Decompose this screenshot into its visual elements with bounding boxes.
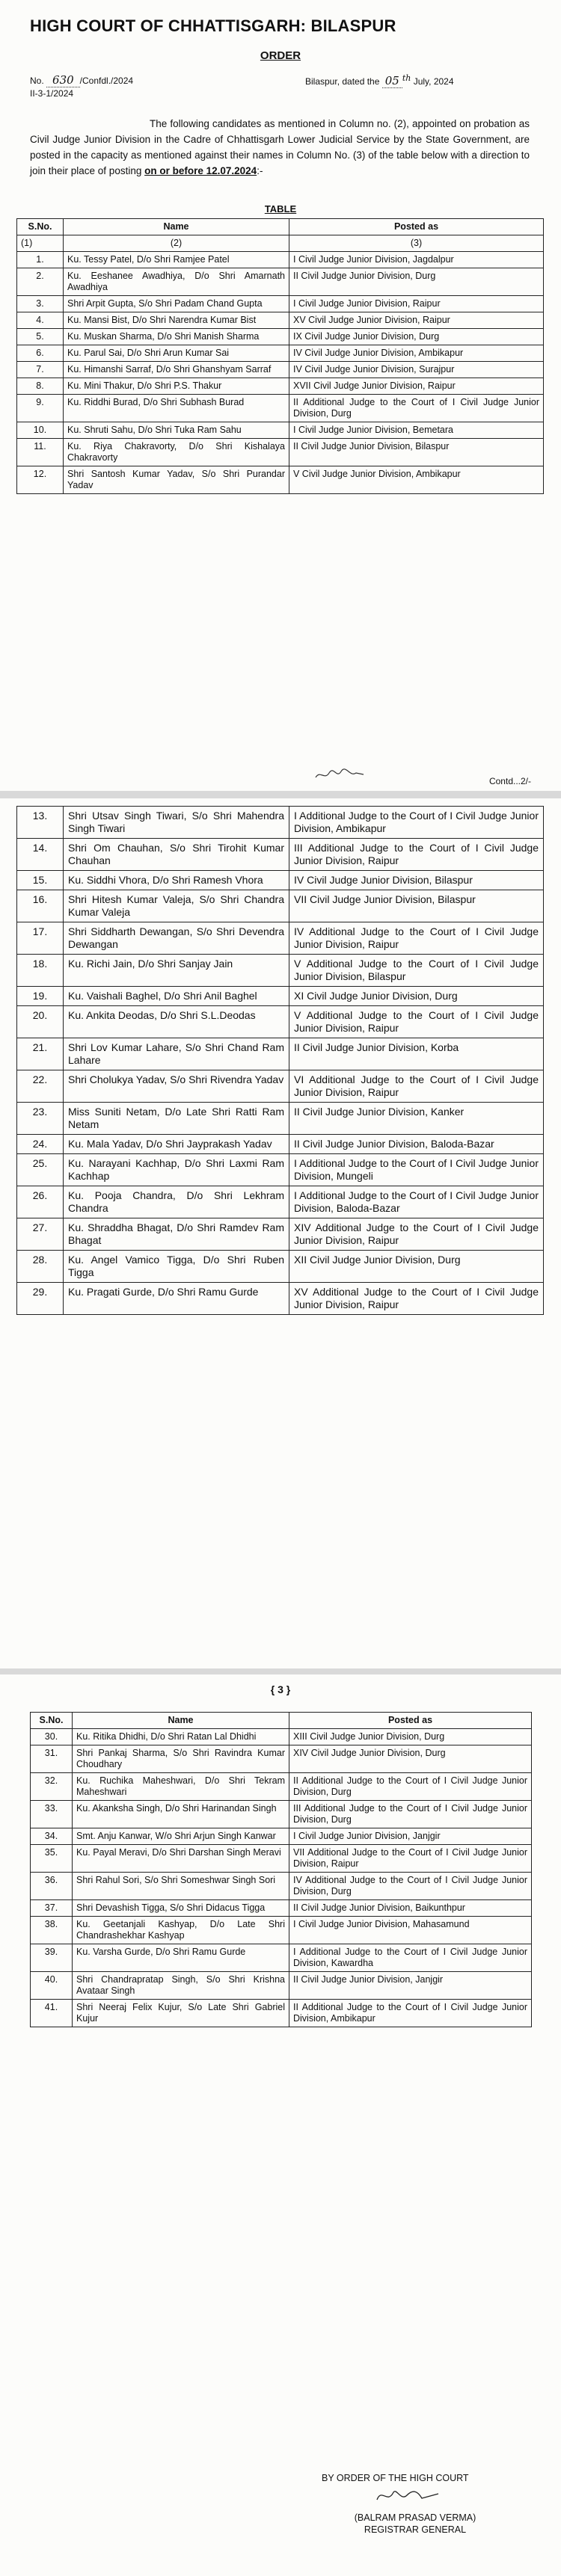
cell-name: Shri Devashish Tigga, S/o Shri Didacus Tigga	[73, 1900, 289, 1917]
cell-sno: 7.	[17, 362, 64, 378]
cell-name: Ku. Vaishali Baghel, D/o Shri Anil Baghel	[64, 987, 289, 1006]
cell-sno: 39.	[31, 1944, 73, 1972]
header-posted-as: Posted as	[289, 1713, 532, 1729]
cell-sno: 33.	[31, 1801, 73, 1828]
cell-name: Ku. Akanksha Singh, D/o Shri Harinandan Singh	[73, 1801, 289, 1828]
cell-sno: 40.	[31, 1972, 73, 2000]
cell-sno: 1.	[17, 252, 64, 268]
cell-name: Ku. Riya Chakravorty, D/o Shri Kishalaya Chakravorty	[64, 439, 289, 466]
header-sno: S.No.	[17, 219, 64, 235]
signatory-name: (BALRAM PRASAD VERMA)	[354, 2512, 476, 2523]
table-row	[17, 268, 544, 296]
order-number: 630	[46, 73, 80, 87]
table-row	[31, 2000, 532, 2027]
table-row	[31, 1845, 532, 1873]
table-row	[17, 922, 544, 955]
intro-text-end: :-	[257, 165, 263, 176]
cell-name: Miss Suniti Netam, D/o Late Shri Ratti Ram Netam	[64, 1103, 289, 1135]
cell-posted-as: I Additional Judge to the Court of I Civil Judge Junior Division, Ambikapur	[289, 807, 544, 839]
cell-name: Shri Utsav Singh Tiwari, S/o Shri Mahendra Singh Tiwari	[64, 807, 289, 839]
cell-sno: 10.	[17, 422, 64, 439]
cell-sno: 26.	[17, 1186, 64, 1218]
header-sno: S.No.	[31, 1713, 73, 1729]
cell-sno: 35.	[31, 1845, 73, 1873]
by-order-line: BY ORDER OF THE HIGH COURT	[322, 2473, 469, 2483]
cell-name: Ku. Payal Meravi, D/o Shri Darshan Singh Meravi	[73, 1845, 289, 1873]
table-row	[17, 955, 544, 987]
cell-posted-as: III Additional Judge to the Court of I Civil Judge Junior Division, Raipur	[289, 839, 544, 871]
page-3	[0, 1674, 561, 2576]
order-month-year: July, 2024	[413, 76, 454, 87]
cell-name: Ku. Angel Vamico Tigga, D/o Shri Ruben Tigga	[64, 1251, 289, 1283]
continued-note: Contd...2/-	[488, 776, 531, 786]
cell-sno: 36.	[31, 1873, 73, 1900]
cell-name: Ku. Himanshi Sarraf, D/o Shri Ghanshyam Sarraf	[64, 362, 289, 378]
cell-sno: 30.	[31, 1729, 73, 1745]
table-header-row	[31, 1713, 532, 1729]
cell-name: Ku. Geetanjali Kashyap, D/o Late Shri Chandrashekhar Kashyap	[73, 1917, 289, 1944]
cell-name: Shri Pankaj Sharma, S/o Shri Ravindra Kumar Choudhary	[73, 1745, 289, 1773]
cell-name: Shri Santosh Kumar Yadav, S/o Shri Purandar Yadav	[64, 466, 289, 494]
place-date-prefix: Bilaspur, dated the	[305, 76, 380, 87]
table-row	[17, 312, 544, 329]
column-number-3: (3)	[289, 235, 544, 252]
signatory-block	[329, 2512, 501, 2536]
table-row	[31, 1828, 532, 1845]
cell-posted-as: XVII Civil Judge Junior Division, Raipur	[289, 378, 544, 395]
table-row	[31, 1773, 532, 1801]
cell-posted-as: I Civil Judge Junior Division, Jagdalpur	[289, 252, 544, 268]
cell-name: Shri Siddharth Dewangan, S/o Shri Devendra Dewangan	[64, 922, 289, 955]
cell-sno: 27.	[17, 1218, 64, 1251]
cell-sno: 34.	[31, 1828, 73, 1845]
cell-sno: 19.	[17, 987, 64, 1006]
order-day-suffix: th	[402, 73, 411, 83]
header-posted-as: Posted as	[289, 219, 544, 235]
cell-sno: 25.	[17, 1154, 64, 1186]
cell-posted-as: II Additional Judge to the Court of I Civil Judge Junior Division, Durg	[289, 1773, 532, 1801]
cell-name: Ku. Mala Yadav, D/o Shri Jayprakash Yadav	[64, 1135, 289, 1154]
cell-name: Ku. Ankita Deodas, D/o Shri S.L.Deodas	[64, 1006, 289, 1038]
cell-name: Shri Om Chauhan, S/o Shri Tirohit Kumar Chauhan	[64, 839, 289, 871]
cell-posted-as: XII Civil Judge Junior Division, Durg	[289, 1251, 544, 1283]
table-row	[17, 378, 544, 395]
page-number: { 3 }	[270, 1683, 291, 1695]
cell-posted-as: IV Civil Judge Junior Division, Surajpur	[289, 362, 544, 378]
cell-name: Ku. Varsha Gurde, D/o Shri Ramu Gurde	[73, 1944, 289, 1972]
table-row	[17, 329, 544, 345]
column-number-row	[17, 235, 544, 252]
table-row	[31, 1745, 532, 1773]
table-row	[17, 1070, 544, 1103]
cell-name: Ku. Siddhi Vhora, D/o Shri Ramesh Vhora	[64, 871, 289, 890]
cell-name: Ku. Narayani Kachhap, D/o Shri Laxmi Ram Kachhap	[64, 1154, 289, 1186]
cell-posted-as: II Civil Judge Junior Division, Baikunthpur	[289, 1900, 532, 1917]
cell-sno: 32.	[31, 1773, 73, 1801]
table-title: TABLE	[264, 203, 297, 215]
cell-sno: 29.	[17, 1283, 64, 1315]
cell-posted-as: II Civil Judge Junior Division, Durg	[289, 268, 544, 296]
table-row	[17, 1186, 544, 1218]
header-name: Name	[73, 1713, 289, 1729]
cell-posted-as: I Additional Judge to the Court of I Civil Judge Junior Division, Kawardha	[289, 1944, 532, 1972]
cell-posted-as: XIV Civil Judge Junior Division, Durg	[289, 1745, 532, 1773]
cell-name: Ku. Mini Thakur, D/o Shri P.S. Thakur	[64, 378, 289, 395]
cell-sno: 9.	[17, 395, 64, 422]
cell-sno: 37.	[31, 1900, 73, 1917]
table-row	[17, 1251, 544, 1283]
cell-posted-as: VII Additional Judge to the Court of I Civil Judge Junior Division, Raipur	[289, 1845, 532, 1873]
cell-name: Shri Hitesh Kumar Valeja, S/o Shri Chandra Kumar Valeja	[64, 890, 289, 922]
cell-posted-as: IV Civil Judge Junior Division, Ambikapur	[289, 345, 544, 362]
cell-sno: 4.	[17, 312, 64, 329]
cell-sno: 21.	[17, 1038, 64, 1070]
cell-posted-as: VI Additional Judge to the Court of I Civil Judge Junior Division, Raipur	[289, 1070, 544, 1103]
cell-posted-as: I Civil Judge Junior Division, Mahasamund	[289, 1917, 532, 1944]
cell-name: Ku. Pooja Chandra, D/o Shri Lekhram Chandra	[64, 1186, 289, 1218]
court-title: HIGH COURT OF CHHATTISGARH: BILASPUR	[30, 16, 396, 35]
cell-name: Shri Lov Kumar Lahare, S/o Shri Chand Ram Lahare	[64, 1038, 289, 1070]
cell-name: Ku. Tessy Patel, D/o Shri Ramjee Patel	[64, 252, 289, 268]
cell-sno: 14.	[17, 839, 64, 871]
intro-paragraph	[30, 116, 530, 179]
cell-name: Ku. Pragati Gurde, D/o Shri Ramu Gurde	[64, 1283, 289, 1315]
cell-sno: 23.	[17, 1103, 64, 1135]
cell-posted-as: IV Additional Judge to the Court of I Civil Judge Junior Division, Durg	[289, 1873, 532, 1900]
cell-sno: 31.	[31, 1745, 73, 1773]
cell-posted-as: II Civil Judge Junior Division, Korba	[289, 1038, 544, 1070]
cell-sno: 24.	[17, 1135, 64, 1154]
cell-sno: 5.	[17, 329, 64, 345]
table-row	[31, 1900, 532, 1917]
table-row	[17, 1283, 544, 1315]
table-header-row	[17, 219, 544, 235]
table-row	[31, 1801, 532, 1828]
cell-posted-as: XV Additional Judge to the Court of I Civil Judge Junior Division, Raipur	[289, 1283, 544, 1315]
table-row	[17, 345, 544, 362]
cell-name: Shri Chandrapratap Singh, S/o Shri Krishna Avataar Singh	[73, 1972, 289, 2000]
cell-name: Smt. Anju Kanwar, W/o Shri Arjun Singh Kanwar	[73, 1828, 289, 1845]
cell-posted-as: II Civil Judge Junior Division, Baloda-Bazar	[289, 1135, 544, 1154]
cell-name: Ku. Parul Sai, D/o Shri Arun Kumar Sai	[64, 345, 289, 362]
table-row	[17, 395, 544, 422]
table-row	[17, 1038, 544, 1070]
cell-name: Shri Rahul Sori, S/o Shri Someshwar Singh Sori	[73, 1873, 289, 1900]
cell-sno: 8.	[17, 378, 64, 395]
cell-posted-as: V Civil Judge Junior Division, Ambikapur	[289, 466, 544, 494]
cell-name: Shri Cholukya Yadav, S/o Shri Rivendra Yadav	[64, 1070, 289, 1103]
table-row	[17, 466, 544, 494]
signatory-title: REGISTRAR GENERAL	[364, 2524, 467, 2535]
cell-posted-as: I Civil Judge Junior Division, Raipur	[289, 296, 544, 312]
cell-posted-as: XI Civil Judge Junior Division, Durg	[289, 987, 544, 1006]
cell-name: Ku. Eeshanee Awadhiya, D/o Shri Amarnath Awadhiya	[64, 268, 289, 296]
cell-name: Ku. Riddhi Burad, D/o Shri Subhash Burad	[64, 395, 289, 422]
cell-posted-as: IV Civil Judge Junior Division, Bilaspur	[289, 871, 544, 890]
cell-sno: 38.	[31, 1917, 73, 1944]
cell-name: Ku. Shruti Sahu, D/o Shri Tuka Ram Sahu	[64, 422, 289, 439]
cell-sno: 6.	[17, 345, 64, 362]
order-day: 05	[382, 74, 402, 88]
page-separator	[0, 791, 561, 798]
order-number-prefix: No.	[30, 76, 44, 86]
column-number-1: (1)	[17, 235, 64, 252]
cell-sno: 28.	[17, 1251, 64, 1283]
table-row	[17, 422, 544, 439]
cell-posted-as: VII Civil Judge Junior Division, Bilaspur	[289, 890, 544, 922]
cell-posted-as: II Civil Judge Junior Division, Bilaspur	[289, 439, 544, 466]
table-row	[17, 1218, 544, 1251]
page-2	[0, 798, 561, 1674]
order-heading: ORDER	[260, 49, 301, 62]
cell-posted-as: V Additional Judge to the Court of I Civil Judge Junior Division, Raipur	[289, 1006, 544, 1038]
cell-name: Ku. Shraddha Bhagat, D/o Shri Ramdev Ram Bhagat	[64, 1218, 289, 1251]
table-row	[17, 1154, 544, 1186]
cell-posted-as: II Additional Judge to the Court of I Civil Judge Junior Division, Ambikapur	[289, 2000, 532, 2027]
cell-sno: 15.	[17, 871, 64, 890]
cell-sno: 12.	[17, 466, 64, 494]
table-row	[17, 871, 544, 890]
cell-name: Ku. Richi Jain, D/o Shri Sanjay Jain	[64, 955, 289, 987]
table-row	[17, 839, 544, 871]
cell-sno: 18.	[17, 955, 64, 987]
cell-sno: 17.	[17, 922, 64, 955]
postings-table-part-3	[30, 1712, 532, 2027]
header-name: Name	[64, 219, 289, 235]
table-row	[17, 252, 544, 268]
cell-posted-as: I Civil Judge Junior Division, Janjgir	[289, 1828, 532, 1845]
table-row	[17, 1006, 544, 1038]
table-row	[17, 439, 544, 466]
joining-deadline: on or before 12.07.2024	[144, 165, 257, 176]
order-number-line	[30, 73, 133, 87]
cell-sno: 22.	[17, 1070, 64, 1103]
cell-name: Ku. Muskan Sharma, D/o Shri Manish Sharma	[64, 329, 289, 345]
cell-sno: 13.	[17, 807, 64, 839]
file-reference: II-3-1/2024	[30, 88, 74, 99]
cell-name: Ku. Ruchika Maheshwari, D/o Shri Tekram Maheshwari	[73, 1773, 289, 1801]
postings-table-part-1	[16, 218, 544, 494]
table-row	[31, 1917, 532, 1944]
cell-sno: 2.	[17, 268, 64, 296]
table-row	[17, 1103, 544, 1135]
cell-sno: 3.	[17, 296, 64, 312]
intro-text: The following candidates as mentioned in Column no. (2), appointed on probation as Civil Judge Junior Division in the Cadre of Chhattisgarh Lower Judicial Service by the State Government, are posted in the capacity as mentioned against their names in Column No. (3) of the table below with a direction to join their place of posting	[30, 118, 530, 176]
cell-posted-as: II Civil Judge Junior Division, Kanker	[289, 1103, 544, 1135]
table-row	[17, 807, 544, 839]
cell-posted-as: I Additional Judge to the Court of I Civil Judge Junior Division, Mungeli	[289, 1154, 544, 1186]
place-date-line	[305, 73, 454, 87]
column-number-2: (2)	[64, 235, 289, 252]
table-row	[17, 890, 544, 922]
cell-name: Shri Neeraj Felix Kujur, S/o Late Shri Gabriel Kujur	[73, 2000, 289, 2027]
table-row	[31, 1729, 532, 1745]
table-row	[31, 1972, 532, 2000]
cell-posted-as: IV Additional Judge to the Court of I Civil Judge Junior Division, Raipur	[289, 922, 544, 955]
cell-posted-as: I Additional Judge to the Court of I Civil Judge Junior Division, Baloda-Bazar	[289, 1186, 544, 1218]
order-number-suffix: /Confdl./2024	[79, 76, 134, 86]
initials-signature	[314, 767, 367, 783]
cell-posted-as: XIII Civil Judge Junior Division, Durg	[289, 1729, 532, 1745]
cell-posted-as: II Civil Judge Junior Division, Janjgir	[289, 1972, 532, 2000]
cell-sno: 41.	[31, 2000, 73, 2027]
cell-name: Ku. Mansi Bist, D/o Shri Narendra Kumar Bist	[64, 312, 289, 329]
table-row	[31, 1944, 532, 1972]
table-row	[17, 1135, 544, 1154]
page-1	[0, 0, 561, 798]
cell-sno: 20.	[17, 1006, 64, 1038]
table-row	[31, 1873, 532, 1900]
cell-sno: 11.	[17, 439, 64, 466]
cell-posted-as: XIV Additional Judge to the Court of I Civil Judge Junior Division, Raipur	[289, 1218, 544, 1251]
table-row	[17, 987, 544, 1006]
cell-posted-as: III Additional Judge to the Court of I Civil Judge Junior Division, Durg	[289, 1801, 532, 1828]
cell-name: Shri Arpit Gupta, S/o Shri Padam Chand Gupta	[64, 296, 289, 312]
cell-posted-as: XV Civil Judge Junior Division, Raipur	[289, 312, 544, 329]
registrar-signature	[374, 2485, 441, 2507]
table-row	[17, 296, 544, 312]
cell-posted-as: I Civil Judge Junior Division, Bemetara	[289, 422, 544, 439]
table-row	[17, 362, 544, 378]
cell-posted-as: IX Civil Judge Junior Division, Durg	[289, 329, 544, 345]
cell-sno: 16.	[17, 890, 64, 922]
cell-name: Ku. Ritika Dhidhi, D/o Shri Ratan Lal Dhidhi	[73, 1729, 289, 1745]
cell-posted-as: II Additional Judge to the Court of I Civil Judge Junior Division, Durg	[289, 395, 544, 422]
postings-table-part-2	[16, 806, 544, 1315]
cell-posted-as: V Additional Judge to the Court of I Civil Judge Junior Division, Bilaspur	[289, 955, 544, 987]
